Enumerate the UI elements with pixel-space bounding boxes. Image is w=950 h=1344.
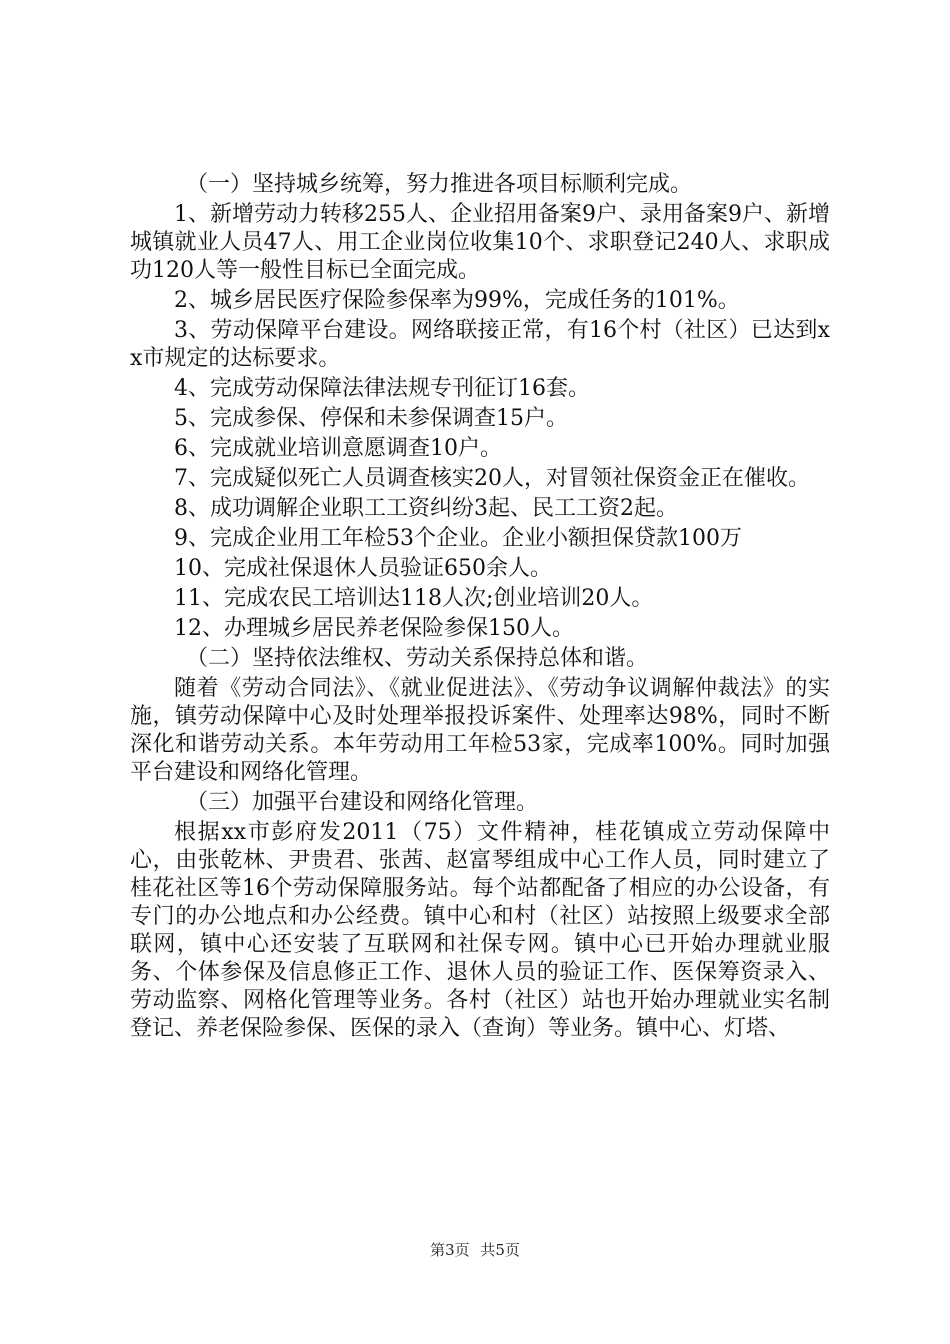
page-number: 第3页 bbox=[430, 1241, 470, 1259]
list-item-3: 3、劳动保障平台建设。网络联接正常，有16个村（社区）已达到xx市规定的达标要求。 bbox=[130, 318, 830, 371]
list-item-12: 12、办理城乡居民养老保险参保150人。 bbox=[174, 616, 574, 641]
list-item-10: 10、完成社保退休人员验证650余人。 bbox=[174, 556, 552, 581]
section-3-body: 根据xx市彭府发2011（75）文件精神，桂花镇成立劳动保障中心，由张乾林、尹贵君、张茜、赵富琴组成中心工作人员，同时建立了桂花社区等16个劳动保障服务站。每个站都配备了相应的办公设备，有专门的办公地点和办公经费。镇中心和村（社区）站按照上级要求全部联网，镇中心还安装了互联网和社保专网。镇中心已开始办理就业服务、个体参保及信息修正工作、退休人员的验证工作、医保筹资录入、劳动监察、网格化管理等业务。各村（社区）站也开始办理就业实名制登记、养老保险参保、医保的录入（查询）等业务。镇中心、灯塔、 bbox=[130, 820, 830, 1041]
list-item-7: 7、完成疑似死亡人员调查核实20人，对冒领社保资金正在催收。 bbox=[174, 466, 810, 491]
list-item-11: 11、完成农民工培训达118人次;创业培训20人。 bbox=[174, 586, 654, 611]
section-heading-2: （二）坚持依法维权、劳动关系保持总体和谐。 bbox=[186, 646, 649, 671]
section-heading-3: （三）加强平台建设和网络化管理。 bbox=[186, 790, 539, 815]
list-item-4: 4、完成劳动保障法律法规专刊征订16套。 bbox=[174, 376, 590, 401]
document-body bbox=[130, 171, 830, 1045]
page-footer bbox=[0, 1239, 950, 1260]
list-item-9: 9、完成企业用工年检53个企业。企业小额担保贷款100万 bbox=[174, 526, 742, 551]
list-item-6: 6、完成就业培训意愿调查10户。 bbox=[174, 436, 502, 461]
list-item-5: 5、完成参保、停保和未参保调查15户。 bbox=[174, 406, 568, 431]
list-item-1: 1、新增劳动力转移255人、企业招用备案9户、录用备案9户、新增城镇就业人员47人、用工企业岗位收集10个、求职登记240人、求职成功120人等一般性目标已全面完成。 bbox=[130, 202, 830, 283]
list-item-2: 2、城乡居民医疗保险参保率为99%，完成任务的101%。 bbox=[174, 288, 740, 313]
page-total: 共5页 bbox=[480, 1241, 520, 1259]
list-item-8: 8、成功调解企业职工工资纠纷3起、民工工资2起。 bbox=[174, 496, 678, 521]
section-heading-1: （一）坚持城乡统筹，努力推进各项目标顺利完成。 bbox=[186, 172, 693, 197]
section-2-body: 随着《劳动合同法》、《就业促进法》、《劳动争议调解仲裁法》的实施，镇劳动保障中心及时处理举报投诉案件、处理率达98%，同时不断深化和谐劳动关系。本年劳动用工年检53家，完成率100%。同时加强平台建设和网络化管理。 bbox=[130, 676, 830, 785]
